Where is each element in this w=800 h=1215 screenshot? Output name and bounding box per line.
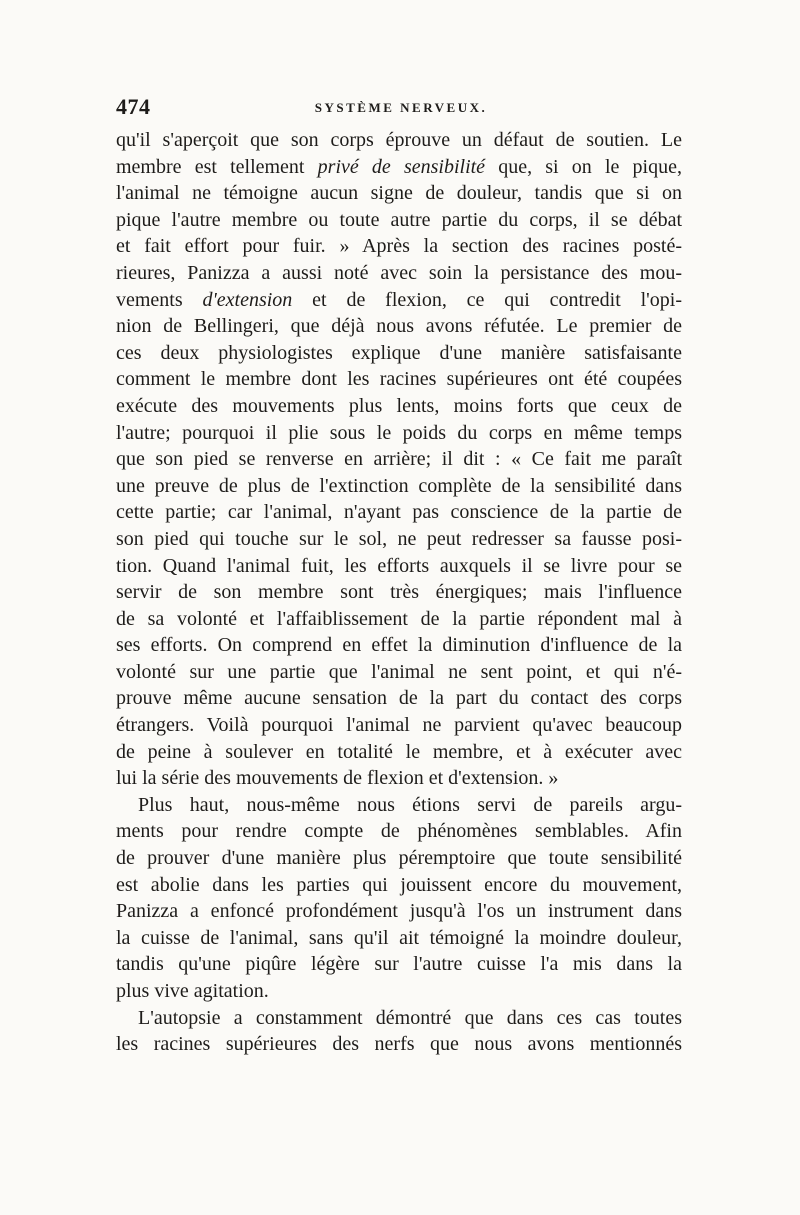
text-line: la cuisse de l'animal, sans qu'il ait témoigné la moindre douleur, bbox=[116, 926, 682, 949]
text-segment: vements bbox=[116, 288, 203, 311]
text-line: prouve même aucune sensation de la part du contact des corps bbox=[116, 687, 682, 710]
text-line: est abolie dans les parties qui jouissent encore du mouvement, bbox=[116, 873, 682, 896]
text-line: plus vive agitation. bbox=[116, 980, 269, 1002]
text-segment: que, si on le pique, bbox=[485, 155, 682, 178]
text-line bbox=[116, 287, 682, 314]
text-line: ses efforts. On comprend en effet la diminution d'influence de la bbox=[116, 634, 682, 657]
text-line: tion. Quand l'animal fuit, les efforts auxquels il se livre pour se bbox=[116, 554, 682, 577]
text-line: pique l'autre membre ou toute autre partie du corps, il se débat bbox=[116, 208, 682, 231]
text-line: tandis qu'une piqûre légère sur l'autre cuisse l'a mis dans la bbox=[116, 953, 682, 976]
text-line bbox=[116, 154, 682, 181]
text-segment: membre est tellement bbox=[116, 155, 318, 178]
text-line: de sa volonté et l'affaiblissement de la partie répondent mal à bbox=[116, 607, 682, 630]
page-number: 474 bbox=[116, 94, 151, 119]
text-line: lui la série des mouvements de flexion et d'extension. » bbox=[116, 767, 559, 790]
italic-phrase: privé de sensibilité bbox=[317, 155, 486, 178]
text-line: volonté sur une partie que l'animal ne sent point, et qui n'é- bbox=[116, 660, 682, 683]
text-line: son pied qui touche sur le sol, ne peut redresser sa fausse posi- bbox=[116, 527, 682, 550]
text-line: de peine à soulever en totalité le membre, et à exécuter avec bbox=[116, 740, 682, 763]
text-line: cette partie; car l'animal, n'ayant pas conscience de la partie de bbox=[116, 501, 682, 524]
text-line: Plus haut, nous-même nous étions servi de pareils argu- bbox=[138, 793, 682, 816]
text-line: L'autopsie a constamment démontré que dans ces cas toutes bbox=[138, 1006, 682, 1029]
body-text bbox=[116, 127, 682, 1058]
text-line: que son pied se renverse en arrière; il dit : « Ce fait me paraît bbox=[116, 448, 682, 471]
italic-phrase: d'extension bbox=[202, 288, 293, 311]
running-head bbox=[116, 94, 686, 124]
text-line: et fait effort pour fuir. » Après la section des racines posté- bbox=[116, 235, 682, 258]
text-line: l'autre; pourquoi il plie sous le poids du corps en même temps bbox=[116, 421, 682, 444]
text-line: exécute des mouvements plus lents, moins forts que ceux de bbox=[116, 394, 682, 417]
text-line: de prouver d'une manière plus péremptoire que toute sensibilité bbox=[116, 847, 682, 870]
text-line: rieures, Panizza a aussi noté avec soin la persistance des mou- bbox=[116, 261, 682, 284]
text-line: l'animal ne témoigne aucun signe de douleur, tandis que si on bbox=[116, 182, 682, 205]
running-title: SYSTÈME NERVEUX. bbox=[314, 100, 488, 115]
text-line: ments pour rendre compte de phénomènes semblables. Afin bbox=[116, 820, 682, 843]
text-segment: et de flexion, ce qui contredit l'opi- bbox=[292, 288, 682, 311]
text-line: une preuve de plus de l'extinction complète de la sensibilité dans bbox=[116, 474, 682, 497]
text-line: comment le membre dont les racines supérieures ont été coupées bbox=[116, 368, 682, 391]
text-line: Panizza a enfoncé profondément jusqu'à l'os un instrument dans bbox=[116, 900, 682, 923]
text-line: les racines supérieures des nerfs que nous avons mentionnés bbox=[116, 1033, 682, 1056]
text-line: étrangers. Voilà pourquoi l'animal ne parvient qu'avec beaucoup bbox=[116, 714, 682, 737]
text-line: ces deux physiologistes explique d'une manière satisfaisante bbox=[116, 341, 682, 364]
text-line: servir de son membre sont très énergiques; mais l'influence bbox=[116, 581, 682, 604]
text-line: qu'il s'aperçoit que son corps éprouve un défaut de soutien. Le bbox=[116, 129, 682, 151]
text-line: nion de Bellingeri, que déjà nous avons réfutée. Le premier de bbox=[116, 315, 682, 338]
